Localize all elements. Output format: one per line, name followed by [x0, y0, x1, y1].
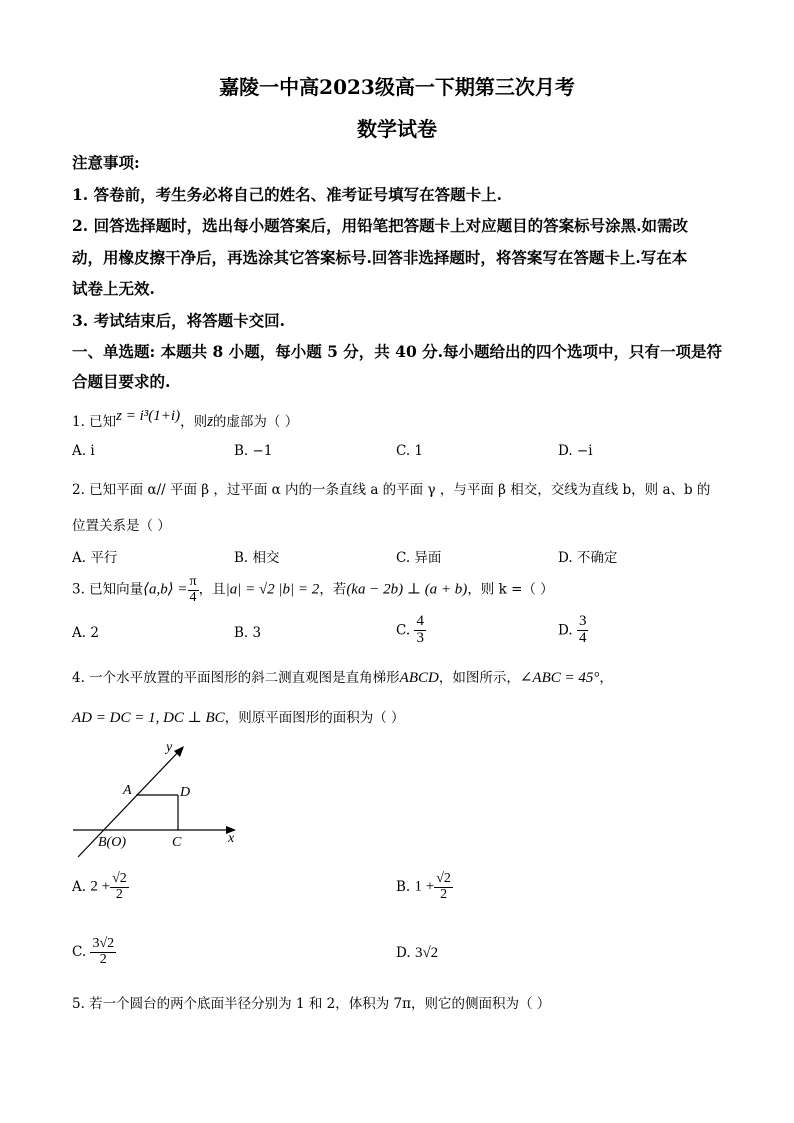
- q4-text-b: ，如图所示，: [438, 670, 520, 686]
- q3-suffix: ，则 k =（ ）: [467, 581, 554, 598]
- q1-mid: ，则: [180, 414, 208, 430]
- q3-norms: |a| = √2 |b| = 2: [225, 581, 320, 598]
- q4-text-c: ，: [599, 670, 613, 686]
- q4-option-a: [72, 872, 129, 902]
- q1-option-a: A. i: [72, 443, 95, 459]
- q1-expression: z = i³(1+i): [116, 408, 181, 424]
- q2-option-c: C. 异面: [396, 550, 442, 566]
- q4-a-label: A.: [72, 879, 87, 896]
- q2-option-b: B. 相交: [234, 550, 280, 566]
- q1-prefix: 1. 已知: [72, 414, 117, 430]
- q2-option-a: A. 平行: [72, 550, 118, 566]
- question-2-line-2: 位置关系是（ ）: [72, 518, 171, 534]
- q4-text-a: 4. 一个水平放置的平面图形的斜二测直观图是直角梯形: [72, 670, 400, 686]
- q4-option-d: [396, 945, 438, 962]
- question-3: [72, 575, 554, 605]
- section-1-heading-line-2: 合题目要求的.: [72, 372, 171, 391]
- q1-option-d: D. −i: [558, 443, 593, 459]
- notes-heading: 注意事项:: [72, 153, 140, 172]
- q4-a-int: 2 +: [90, 878, 111, 895]
- q3-cond2: ，若: [319, 581, 347, 598]
- q4-a-num: √2: [112, 871, 127, 886]
- q4-c-den: 2: [99, 951, 107, 967]
- q4-text-d: ，则原平面图形的面积为（ ）: [224, 710, 405, 726]
- label-d: D: [180, 785, 191, 800]
- q4-c-num: 3√2: [92, 936, 115, 951]
- q3-c-den: 3: [416, 629, 424, 646]
- q3-d-label: D.: [558, 622, 573, 639]
- q3-pi-over-4: [188, 575, 199, 605]
- page-subtitle: 数学试卷: [357, 117, 437, 141]
- q4-c-label: C.: [72, 944, 87, 961]
- q3-option-a: A. 2: [72, 625, 99, 641]
- q4-b-den: 2: [440, 886, 448, 902]
- note-2-line-3: 试卷上无效.: [72, 279, 155, 298]
- note-2-line-1: 2. 回答选择题时，选出每小题答案后，用铅笔把答题卡上对应题目的答案标号涂黑.如需改: [72, 216, 688, 235]
- q4-condition: AD = DC = 1, DC ⊥ BC: [72, 710, 225, 726]
- label-a: A: [123, 783, 132, 798]
- q3-c-num: 4: [416, 613, 424, 629]
- q3-option-b: B. 3: [234, 625, 262, 641]
- q4-b-num: √2: [436, 871, 451, 886]
- q3-c-fraction: [414, 614, 426, 647]
- q3-d-num: 3: [578, 613, 587, 629]
- q3-c-label: C.: [396, 622, 411, 639]
- q1-zbar: z̄: [207, 414, 213, 430]
- q1-option-c: C. 1: [396, 443, 424, 459]
- q3-angle: ⟨a,b⟩ =: [143, 581, 188, 598]
- q3-d-den: 4: [578, 629, 587, 646]
- q3-cond1: ，且: [198, 581, 226, 598]
- q4-b-fraction: [434, 872, 453, 902]
- q4-d-label: D.: [396, 945, 411, 961]
- q3-d-fraction: [577, 614, 589, 647]
- q4-b-label: B.: [396, 879, 411, 896]
- q3-perp: (ka − 2b) ⊥ (a + b): [346, 581, 468, 598]
- q3-prefix: 3. 已知向量: [72, 581, 144, 598]
- q4-b-int: 1 +: [414, 878, 435, 895]
- q4-angle: ∠ABC = 45°: [519, 670, 600, 686]
- q3-option-d: [558, 614, 588, 647]
- label-bo: B(O): [98, 835, 126, 850]
- q4-c-fraction: [90, 937, 116, 967]
- q3-four: 4: [189, 589, 197, 605]
- q4-option-c: [72, 937, 116, 967]
- note-3: 3. 考试结束后，将答题卡交回.: [72, 311, 285, 330]
- note-2-line-2: 动，用橡皮擦干净后，再选涂其它答案标号.回答非选择题时，将答案写在答题卡上.写在本: [72, 248, 688, 267]
- q4-option-b: [396, 872, 453, 902]
- question-5: 5. 若一个圆台的两个底面半径分别为 1 和 2，体积为 7π，则它的侧面积为（ ）: [72, 996, 551, 1012]
- q3-option-c: [396, 614, 426, 647]
- y-axis: [78, 748, 182, 857]
- question-4-line-1: [72, 666, 613, 687]
- q4-figure: [68, 738, 248, 862]
- q4-a-den: 2: [115, 886, 123, 902]
- question-1: [72, 410, 298, 431]
- q4-abcd: ABCD: [399, 670, 439, 686]
- q2-option-d: D. 不确定: [558, 550, 618, 566]
- q3-pi: π: [189, 574, 197, 589]
- label-y: y: [166, 740, 173, 755]
- label-x: x: [228, 831, 235, 846]
- question-4-line-2: [72, 706, 405, 727]
- q1-suffix: 的虚部为（ ）: [212, 414, 299, 430]
- label-c: C: [172, 835, 182, 850]
- q4-d-value: 3√2: [414, 945, 439, 961]
- q4-a-fraction: [110, 872, 129, 902]
- note-1: 1. 答卷前，考生务必将自己的姓名、准考证号填写在答题卡上.: [72, 185, 502, 204]
- q1-option-b: B. −1: [234, 443, 273, 459]
- page-title: 嘉陵一中高2023级高一下期第三次月考: [219, 75, 575, 99]
- section-1-heading-line-1: 一、单选题: 本题共 8 小题，每小题 5 分，共 40 分.每小题给出的四个选项中，只有一项是符: [72, 342, 723, 361]
- question-2-line-1: 2. 已知平面 α// 平面 β ，过平面 α 内的一条直线 a 的平面 γ ，与平面 β 相交，交线为直线 b，则 a、b 的: [72, 482, 711, 498]
